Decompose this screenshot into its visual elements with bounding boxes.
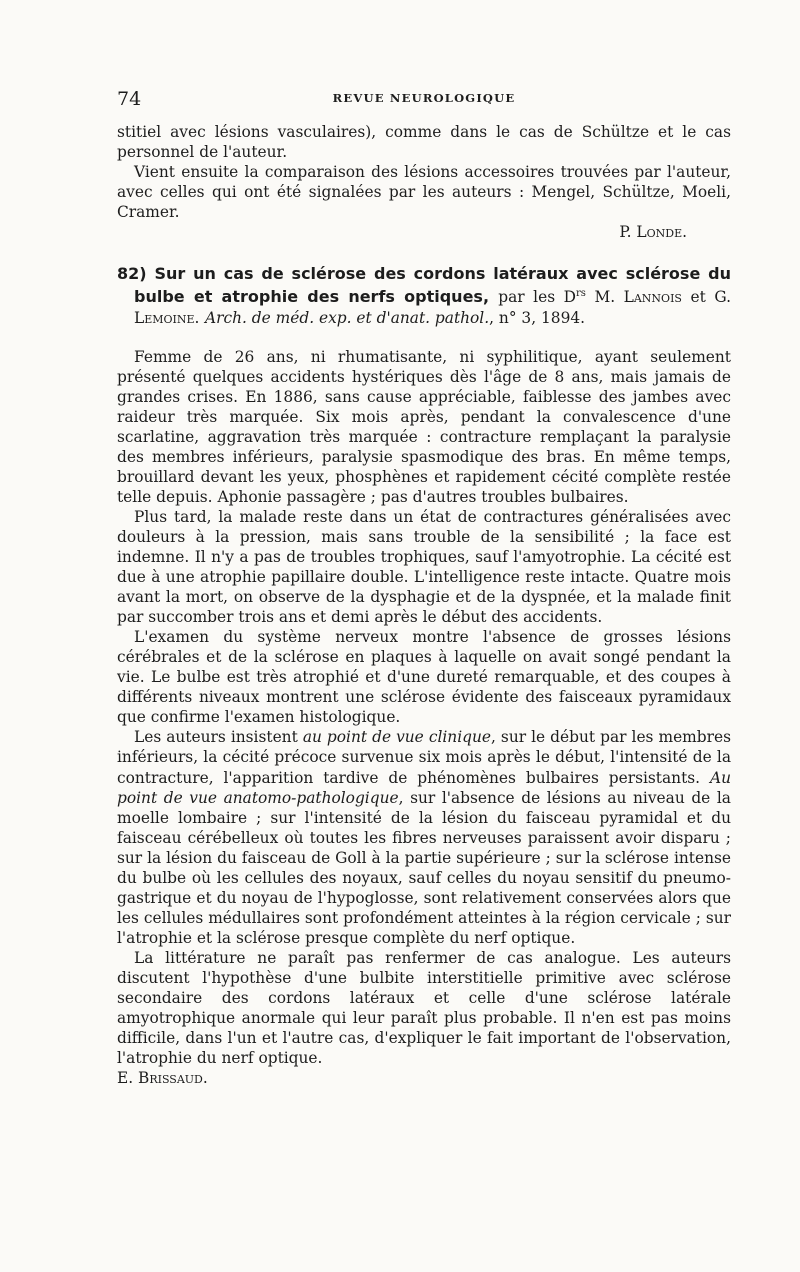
page-header [117,88,731,108]
body-paragraph: L'examen du système nerveux montre l'absence de grosses lésions cérébrales et de la sclérose en plaques à laquelle on avait songé pendant la vie. Le bulbe est très atrophié et d'une dureté remarquable, et des coupes à différents niveaux montrent une sclérose évidente des faisceaux pyramidaux que confirme l'examen histologique. [117,628,731,727]
author1-initial: M. [594,288,624,307]
signature-name: Brissaud. [138,1069,208,1088]
prev-review-paragraph: stitiel avec lésions vasculaires), comme dans le cas de Schültze et le cas personnel de l'auteur. [117,123,731,162]
signature-name: Londe. [636,223,687,242]
text-run: , sur le début par les membres inférieurs, la cécité précoce survenue six mois après le début, l'intensité de la contracture, l'apparition tardive de phénomènes bulbaires persistants. [117,728,731,787]
article-title: Sur un cas de sclérose des cordons latéraux avec sclérose du bulbe et atrophie des nerfs optiques, [134,264,731,307]
author1-name: Lannois [623,288,682,307]
article-heading [117,264,731,327]
article-number: 82) [117,264,147,284]
signature-initial: E. [117,1069,139,1088]
author2-initial: G. [714,288,731,307]
prev-review-signature [117,222,687,242]
journal-name: Arch. de méd. exp. et d'anat. pathol. [205,308,490,327]
body-paragraph [117,727,731,948]
italic-run: au point de vue clinique [302,728,491,747]
byline-prefix: par les D [498,288,576,307]
prev-review-paragraph: Vient ensuite la comparaison des lésions accessoires trouvées par l'auteur, avec celles qui ont été signalées par les auteurs : Mengel, Schültze, Moeli, Cramer. [117,163,731,222]
journal-issue: , n° 3, 1894. [489,308,586,327]
running-title: REVUE NEUROLOGIQUE [332,91,516,105]
and-word: et [690,288,706,307]
body-paragraph: La littérature ne paraît pas renfermer de cas analogue. Les auteurs discutent l'hypothèse d'une bulbite interstitielle primitive avec sclérose secondaire des cordons latéraux et celle d'une sclérose latérale amyotrophique anormale qui leur paraît plus probable. Il n'en est pas moins difficile, dans l'un et l'autre cas, d'expliquer le fait important de l'observation, l'atrophie du nerf optique. [117,948,731,1068]
byline-sup: rs [575,288,586,300]
author2-name: Lemoine. [134,308,200,327]
text-run: , sur l'absence de lésions au niveau de la moelle lombaire ; sur l'intensité de la lésion du faisceau pyramidal et du faisceau cérébelleux où toutes les fibres nerveuses paraissent avoir disparu ; sur la lésion du faisceau de Goll à la partie supérieure ; sur la sclérose intense du bulbe où les cellules des noyaux, sauf celles du noyau sensitif du pneumo-gastrique et du noyau de l'hypoglosse, sont relativement conservées alors que les cellules médullaires sont profondément atteintes à la région cervicale ; sur l'atrophie et la sclérose presque complète du nerf optique. [117,788,731,947]
page-number: 74 [117,88,142,110]
italic-run: Au point de vue anatomo-pathologique [117,768,731,807]
text-run: Les auteurs insistent [134,728,303,747]
body-paragraph: Plus tard, la malade reste dans un état de contractures généralisées avec douleurs à la pression, mais sans trouble de la sensibilité ; la face est indemne. Il n'y a pas de troubles trophiques, sauf l'amyotrophie. La cécité est due à une atrophie papillaire double. L'intelligence reste intacte. Quatre mois avant la mort, on observe de la dysphagie et de la dyspnée, et la malade finit par succomber trois ans et demi après le début des accidents. [117,507,731,627]
review-signature [117,1068,731,1088]
page-content [117,122,731,1088]
signature-initial: P. [619,223,637,242]
body-paragraph: Femme de 26 ans, ni rhumatisante, ni syphilitique, ayant seulement présenté quelques accidents hystériques dès l'âge de 8 ans, mais jamais de grandes crises. En 1886, sans cause appréciable, faiblesse des jambes avec raideur très marquée. Six mois après, pendant la convalescence d'une scarlatine, aggravation très marquée : contracture remplaçant la paralysie des membres inférieurs, paralysie spasmodique des bras. En même temps, brouillard devant les yeux, phosphènes et rapidement cécité complète restée telle depuis. Aphonie passagère ; pas d'autres troubles bulbaires. [117,347,731,506]
